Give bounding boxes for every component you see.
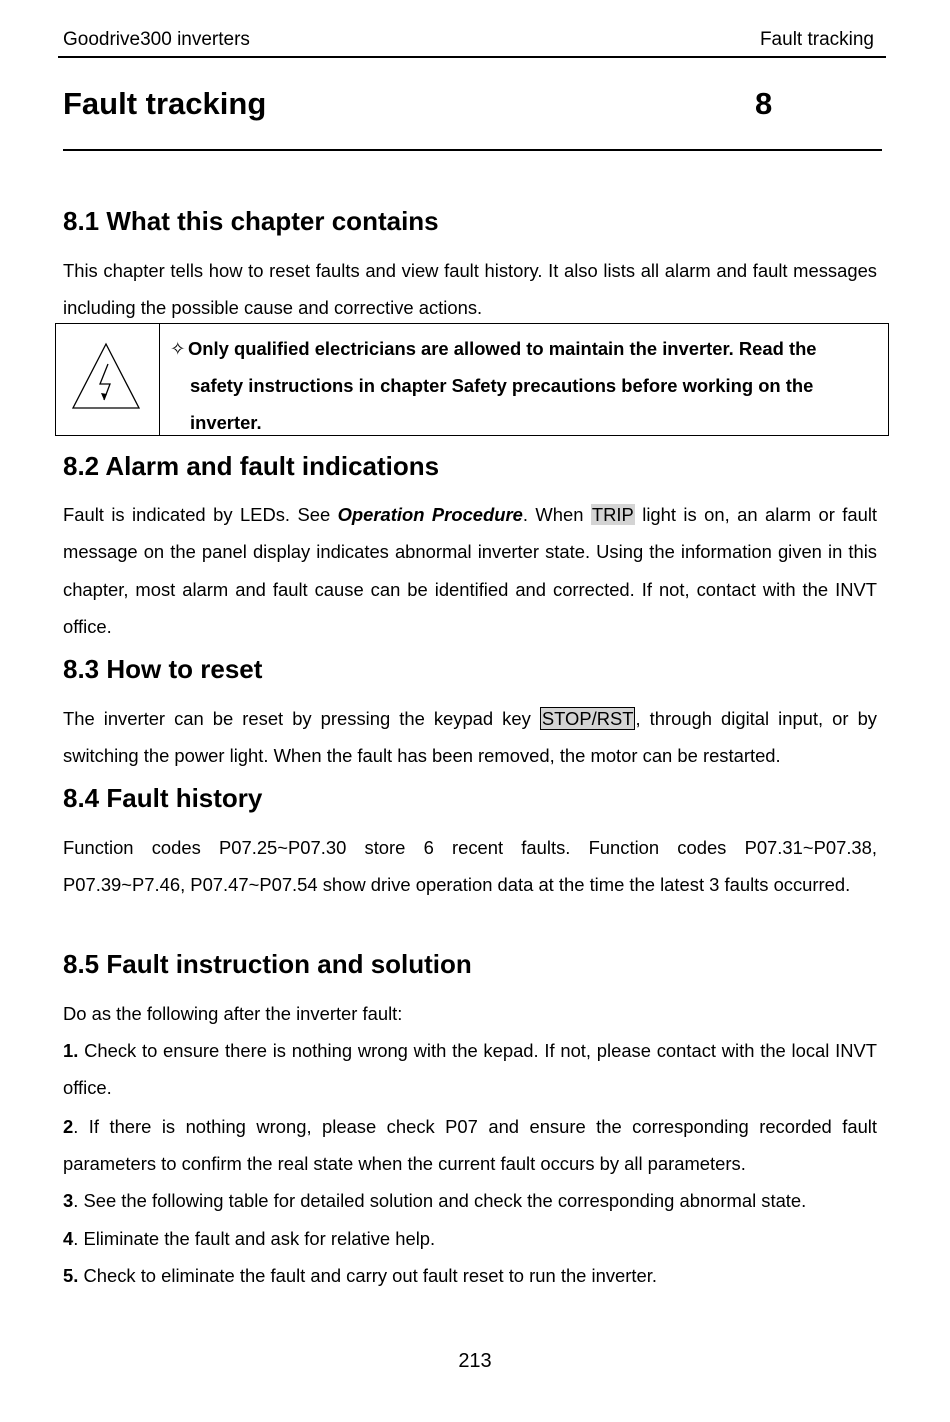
list-item [63, 1220, 877, 1257]
section-body-8-2 [63, 496, 877, 645]
list-item-text: . Eliminate the fault and ask for relative help. [73, 1228, 436, 1249]
chapter-title: Fault tracking [63, 86, 267, 121]
warning-icon-cell [56, 324, 160, 435]
warning-text [170, 330, 878, 441]
chapter-divider [63, 149, 882, 151]
section-intro-8-5: Do as the following after the inverter fault: [63, 1003, 403, 1024]
high-voltage-warning-icon [70, 340, 142, 412]
body-text: The inverter can be reset by pressing the keypad key [63, 708, 540, 729]
section-heading-8-2: 8.2 Alarm and fault indications [63, 451, 440, 481]
warning-line-2: safety instructions in chapter Safety precautions before working on the [190, 375, 814, 396]
diamond-bullet-icon: ✧ [170, 338, 186, 359]
warning-line-3: inverter. [190, 412, 262, 433]
list-item-number: 4 [63, 1228, 74, 1249]
section-heading-8-5: 8.5 Fault instruction and solution [63, 949, 472, 979]
section-body-8-1: This chapter tells how to reset faults and view fault history. It also lists all alarm and fault messages including the possible cause and corrective actions. [63, 260, 877, 319]
section-heading-8-4: 8.4 Fault history [63, 783, 263, 813]
body-text: Fault is indicated by LEDs. See [63, 504, 338, 525]
section-body-8-4: Function codes P07.25~P07.30 store 6 recent faults. Function codes P07.31~P07.38, P07.39~P7.46, P07.47~P07.54 show drive operation data at the time the latest 3 faults occurred. [63, 837, 877, 896]
list-item-text: Check to eliminate the fault and carry out fault reset to run the inverter. [78, 1265, 657, 1286]
section-body-8-3 [63, 700, 877, 775]
stop-rst-key-label: STOP/RST [541, 708, 634, 729]
body-text: . When [522, 504, 591, 525]
body-text: light is on, an alarm or fault message on the panel display indicates abnormal inverter state. Using the information given in this chapter, most alarm and fault cause can be identified and corrected. If not, contact with the INVT office. [63, 504, 878, 637]
list-item-number: 2 [63, 1116, 74, 1137]
list-item [63, 1032, 877, 1107]
trip-key-label: TRIP [591, 504, 634, 525]
chapter-number: 8 [755, 86, 773, 121]
header-chapter-name: Fault tracking [759, 29, 874, 50]
operation-procedure-reference: Operation Procedure [337, 504, 523, 525]
list-item-text: . See the following table for detailed solution and check the corresponding abnormal state. [73, 1190, 807, 1211]
list-item [63, 1108, 877, 1183]
list-item [63, 1182, 877, 1219]
page-number: 213 [458, 1350, 492, 1372]
list-item-text: . If there is nothing wrong, please check P07 and ensure the corresponding recorded fault parameters to confirm the real state when the current fault occurs by all parameters. [63, 1116, 877, 1175]
list-item-number: 1. [63, 1040, 79, 1061]
body-text: , through digital input, or by switching the power light. When the fault has been removed, the motor can be restarted. [63, 708, 877, 767]
header-product-name: Goodrive300 inverters [63, 29, 250, 50]
list-item [63, 1257, 877, 1294]
list-item-text: Check to ensure there is nothing wrong with the kepad. If not, please contact with the local INVT office. [63, 1040, 877, 1099]
section-heading-8-1: 8.1 What this chapter contains [63, 206, 439, 236]
section-heading-8-3: 8.3 How to reset [63, 654, 263, 684]
running-header [63, 29, 874, 53]
header-divider [58, 56, 886, 58]
list-item-number: 5. [63, 1265, 79, 1286]
list-item-number: 3 [63, 1190, 74, 1211]
warning-line-1: Only qualified electricians are allowed to maintain the inverter. Read the [188, 338, 817, 359]
safety-warning-box [55, 323, 889, 436]
